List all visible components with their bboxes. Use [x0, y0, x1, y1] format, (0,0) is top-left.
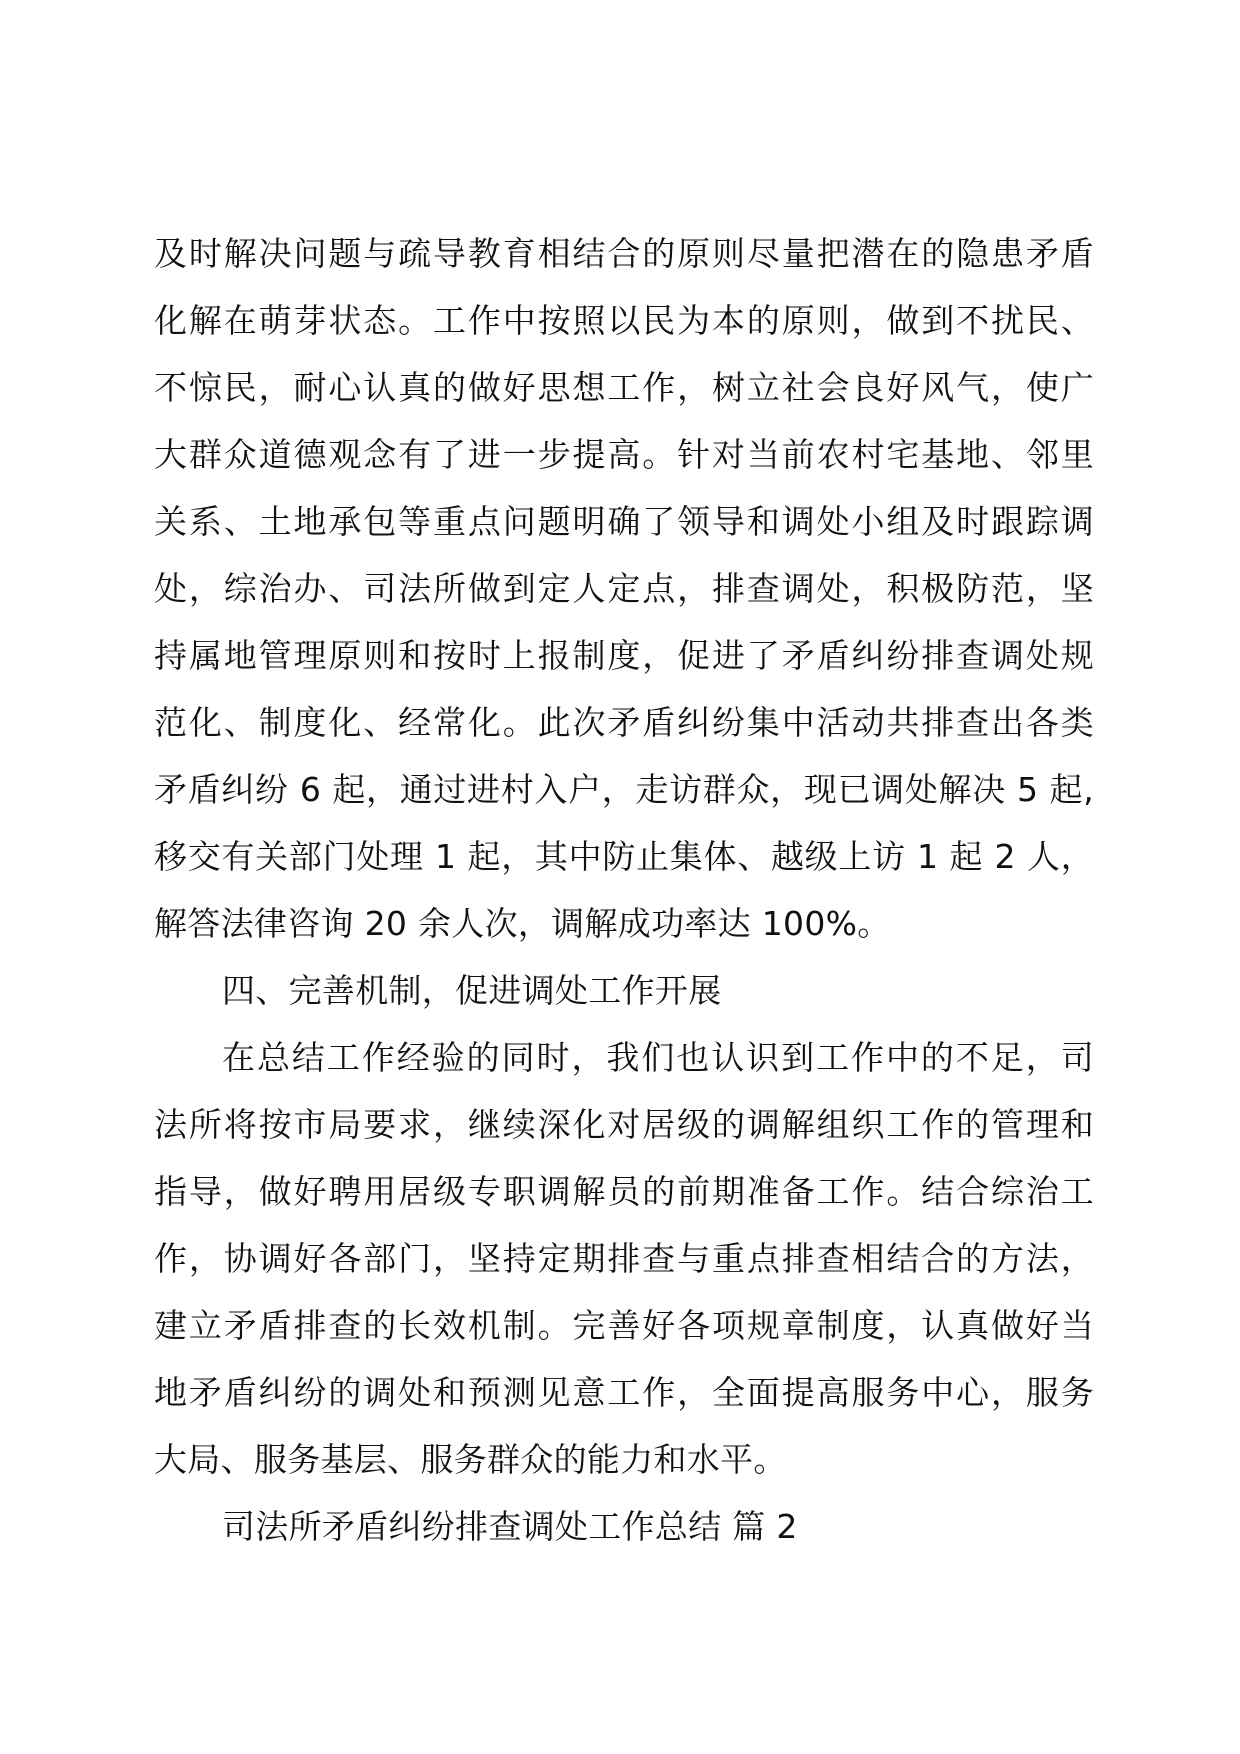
- section-heading: 四、完善机制，促进调处工作开展: [222, 971, 722, 1010]
- document-title: 司法所矛盾纠纷排查调处工作总结 篇 2: [222, 1507, 798, 1546]
- paragraph-line: 大局、服务基层、服务群众的能力和水平。: [154, 1440, 787, 1479]
- paragraph-line: 解答法律咨询 20 余人次，调解成功率达 100%。: [154, 904, 891, 943]
- paragraph-line: 处，综治办、司法所做到定人定点，排查调处，积极防范，坚: [154, 569, 1094, 608]
- paragraph-line: 关系、土地承包等重点问题明确了领导和调处小组及时跟踪调: [154, 502, 1094, 541]
- paragraph-line: 地矛盾纠纷的调处和预测见意工作，全面提高服务中心，服务: [154, 1373, 1094, 1412]
- paragraph-line: 矛盾纠纷 6 起，通过进村入户，走访群众，现已调处解决 5 起,: [154, 770, 1094, 809]
- paragraph-line: 移交有关部门处理 1 起，其中防止集体、越级上访 1 起 2 人，: [154, 837, 1094, 876]
- paragraph-line: 持属地管理原则和按时上报制度，促进了矛盾纠纷排查调处规: [154, 636, 1094, 675]
- paragraph-line: 化解在萌芽状态。工作中按照以民为本的原则，做到不扰民、: [154, 301, 1094, 340]
- paragraph-line: 法所将按市局要求，继续深化对居级的调解组织工作的管理和: [154, 1105, 1094, 1144]
- paragraph-line: 指导，做好聘用居级专职调解员的前期准备工作。结合综治工: [154, 1172, 1094, 1211]
- paragraph-line: 在总结工作经验的同时，我们也认识到工作中的不足，司: [222, 1038, 1094, 1077]
- paragraph-line: 范化、制度化、经常化。此次矛盾纠纷集中活动共排查出各类: [154, 703, 1094, 742]
- body-text: [154, 220, 1094, 1560]
- paragraph-line: 作，协调好各部门，坚持定期排查与重点排查相结合的方法，: [154, 1239, 1094, 1278]
- paragraph-line: 不惊民，耐心认真的做好思想工作，树立社会良好风气，使广: [154, 368, 1094, 407]
- paragraph-line: 大群众道德观念有了进一步提高。针对当前农村宅基地、邻里: [154, 435, 1094, 474]
- paragraph-line: 建立矛盾排查的长效机制。完善好各项规章制度，认真做好当: [154, 1306, 1094, 1345]
- paragraph-line: 及时解决问题与疏导教育相结合的原则尽量把潜在的隐患矛盾: [154, 234, 1094, 273]
